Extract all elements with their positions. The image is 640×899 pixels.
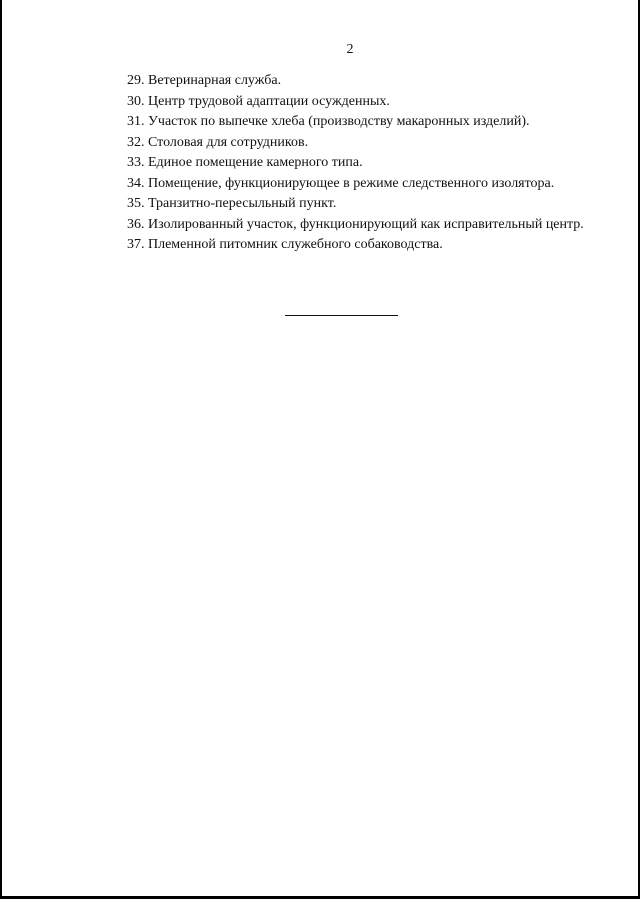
list-item: 30. Центр трудовой адаптации осужденных. (127, 93, 390, 109)
page-number: 2 (346, 42, 354, 57)
list-item: 33. Единое помещение камерного типа. (127, 155, 363, 170)
list-item: 37. Племенной питомник служебного собаководства. (127, 237, 443, 252)
list-item: 31. Участок по выпечке хлеба (производству макаронных изделий). (127, 114, 530, 129)
list-item: 32. Столовая для сотрудников. (127, 134, 309, 150)
list-item: 36. Изолированный участок, функционирующий как исправительный центр. (127, 216, 584, 232)
scan-edge-left (0, 0, 2, 899)
list-item: 35. Транзитно-пересыльный пункт. (127, 196, 337, 211)
end-of-document-rule (285, 315, 398, 316)
list-item: 34. Помещение, функционирующее в режиме следственного изолятора. (127, 175, 555, 191)
list-item: 29. Ветеринарная служба. (127, 73, 282, 88)
facility-list (84, 71, 602, 256)
